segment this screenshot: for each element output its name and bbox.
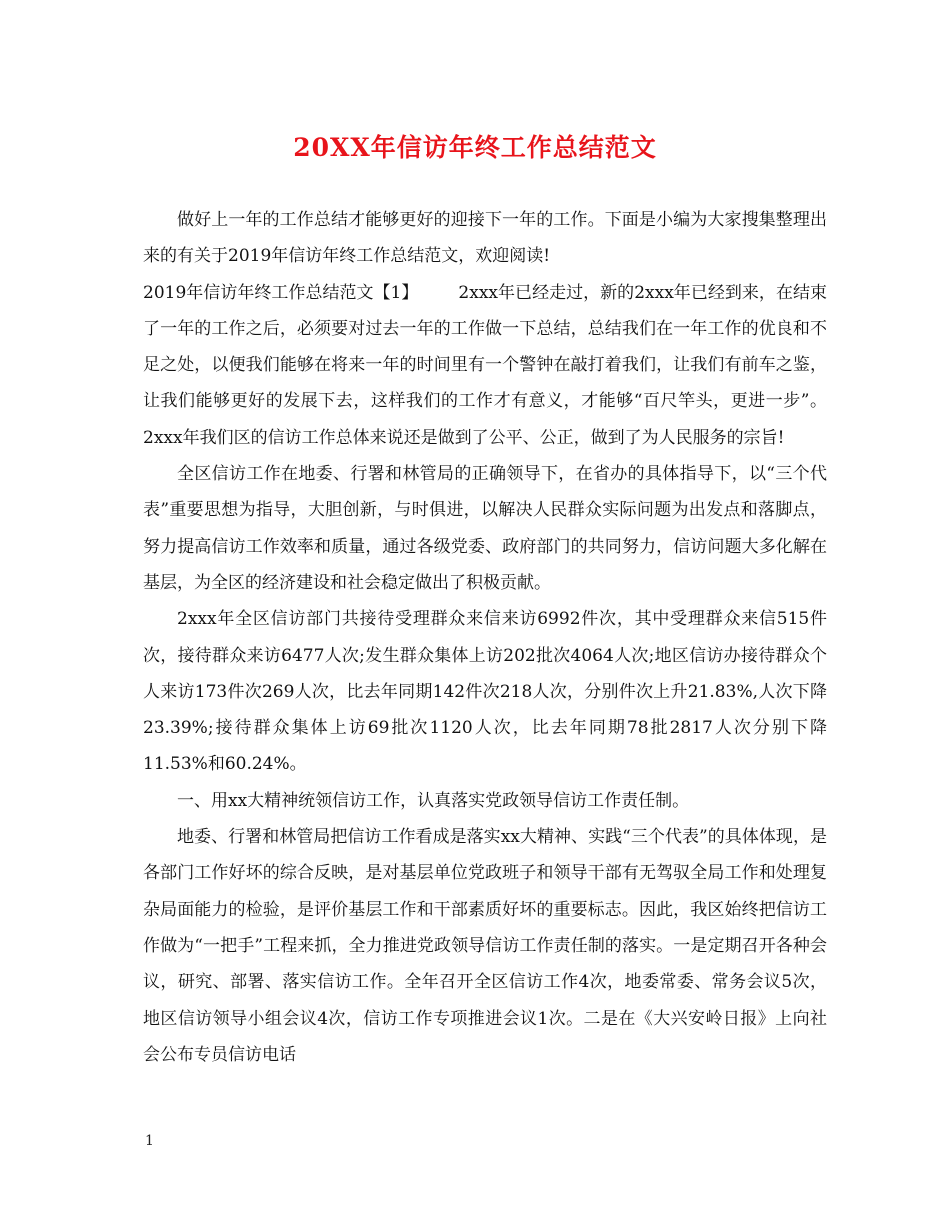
paragraph-section-1	[143, 275, 827, 456]
paragraph-leadership: 全区信访工作在地委、行署和林管局的正确领导下，在省办的具体指导下，以“三个代表”重要思想为指导，大胆创新，与时俱进，以解决人民群众实际问题为出发点和落脚点，努力提高信访工作效率和质量，通过各级党委、政府部门的共同努力，信访问题大多化解在基层，为全区的经济建设和社会稳定做出了积极贡献。	[143, 464, 827, 593]
page-number: 1	[145, 1133, 154, 1149]
paragraph-point-1-heading: 一、用xx大精神统领信访工作，认真落实党政领导信访工作责任制。	[177, 790, 690, 811]
section-body: 2xxx年已经走过，新的2xxx年已经到来，在结束了一年的工作之后，必须要对过去一年的工作做一下总结，总结我们在一年工作的优良和不足之处，以便我们能够在将来一年的时间里有一个警钟在敲打着我们，让我们有前车之鉴，让我们能够更好的发展下去，这样我们的工作才有意义，才能够“百尺竿头，更进一步”。2xxx年我们区的信访工作总体来说还是做到了公平、公正，做到了为人民服务的宗旨!	[143, 282, 827, 448]
document-body	[143, 202, 827, 1073]
paragraph-point-1-body: 地委、行署和林管局把信访工作看成是落实xx大精神、实践“三个代表”的具体体现，是各部门工作好坏的综合反映，是对基层单位党政班子和领导干部有无驾驭全局工作和处理复杂局面能力的检验，是评价基层工作和干部素质好坏的重要标志。因此，我区始终把信访工作做为“一把手”工程来抓，全力推进党政领导信访工作责任制的落实。一是定期召开各种会议，研究、部署、落实信访工作。全年召开全区信访工作4次，地委常委、常务会议5次，地区信访领导小组会议4次，信访工作专项推进会议1次。二是在《大兴安岭日报》上向社会公布专员信访电话	[143, 827, 827, 1065]
document-title: 20XX年信访年终工作总结范文	[293, 133, 657, 162]
paragraph-intro: 做好上一年的工作总结才能够更好的迎接下一年的工作。下面是小编为大家搜集整理出来的有关于2019年信访年终工作总结范文，欢迎阅读!	[143, 210, 827, 267]
section-heading: 2019年信访年终工作总结范文【1】	[143, 282, 419, 303]
paragraph-statistics: 2xxx年全区信访部门共接待受理群众来信来访6992件次，其中受理群众来信515件次，接待群众来访6477人次;发生群众集体上访202批次4064人次;地区信访办接待群众个人来访173件次269人次，比去年同期142件次218人次，分别件次上升21.83%,人次下降23.39%;接待群众集体上访69批次1120人次，比去年同期78批2817人次分别下降11.53%和60.24%。	[143, 609, 827, 775]
